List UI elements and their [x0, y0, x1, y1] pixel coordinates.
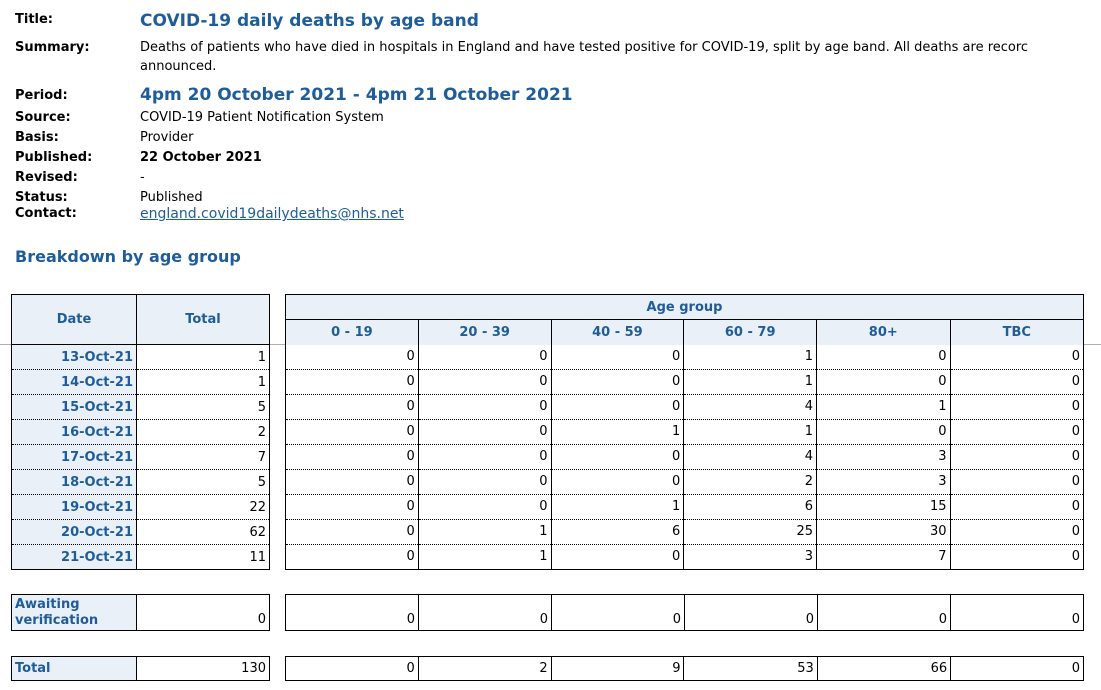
basis-label: Basis: — [15, 130, 59, 145]
date-cell: 20-Oct-21 — [12, 520, 137, 545]
age-band-cell: 25 — [684, 519, 817, 544]
grand-total-band-cell: 0 — [286, 657, 419, 681]
age-band-cell: 0 — [418, 369, 551, 394]
age-band-header: TBC — [950, 320, 1083, 345]
age-band-cell: 0 — [286, 519, 419, 544]
age-band-cell: 0 — [286, 369, 419, 394]
date-cell: 15-Oct-21 — [12, 395, 137, 420]
age-band-cell: 0 — [551, 345, 684, 370]
age-band-cell: 6 — [551, 519, 684, 544]
age-band-cell: 0 — [286, 544, 419, 569]
status-label: Status: — [15, 190, 68, 205]
age-band-cell: 0 — [418, 419, 551, 444]
table-row — [286, 494, 1084, 519]
age-band-cell: 0 — [950, 494, 1083, 519]
age-band-cell: 0 — [551, 394, 684, 419]
date-header: Date — [12, 295, 137, 345]
age-band-cell: 0 — [286, 444, 419, 469]
total-cell: 62 — [137, 520, 270, 545]
basis-value: Provider — [140, 130, 194, 145]
date-cell: 18-Oct-21 — [12, 470, 137, 495]
age-band-cell: 0 — [551, 369, 684, 394]
total-cell: 22 — [137, 495, 270, 520]
grand-total-band-cell: 53 — [684, 657, 817, 681]
period-value: 4pm 20 October 2021 - 4pm 21 October 2021 — [140, 85, 573, 105]
total-cell: 11 — [137, 545, 270, 570]
table-row — [12, 370, 270, 395]
total-cell: 5 — [137, 470, 270, 495]
summary-label: Summary: — [15, 40, 90, 55]
age-band-cell: 0 — [286, 469, 419, 494]
source-value: COVID-19 Patient Notification System — [140, 110, 384, 125]
age-band-cell: 0 — [286, 394, 419, 419]
awaiting-left-table — [11, 594, 270, 631]
date-cell: 16-Oct-21 — [12, 420, 137, 445]
contact-label: Contact: — [15, 206, 77, 221]
age-band-cell: 1 — [684, 369, 817, 394]
age-band-cell: 7 — [817, 544, 950, 569]
age-band-cell: 0 — [950, 345, 1083, 370]
table-row — [286, 544, 1084, 569]
period-label: Period: — [15, 88, 68, 103]
date-cell: 14-Oct-21 — [12, 370, 137, 395]
breakdown-heading: Breakdown by age group — [15, 247, 241, 266]
awaiting-label-line1: Awaiting — [15, 596, 80, 612]
grand-total-value: 130 — [137, 657, 270, 681]
awaiting-total: 0 — [137, 595, 270, 631]
table-row — [12, 345, 270, 370]
total-cell: 7 — [137, 445, 270, 470]
age-band-cell: 3 — [817, 444, 950, 469]
age-band-header: 80+ — [817, 320, 950, 345]
age-band-cell: 0 — [286, 419, 419, 444]
awaiting-label-line2: verification — [15, 612, 99, 628]
awaiting-band-cell: 0 — [685, 595, 818, 631]
grand-total-label: Total — [12, 657, 137, 681]
awaiting-band-cell: 0 — [286, 595, 419, 631]
age-band-cell: 0 — [551, 544, 684, 569]
grand-total-bands-table — [285, 656, 1084, 681]
age-band-cell: 0 — [551, 444, 684, 469]
age-band-cell: 3 — [817, 469, 950, 494]
age-group-table — [285, 294, 1084, 570]
age-band-cell: 1 — [817, 394, 950, 419]
age-band-cell: 0 — [950, 544, 1083, 569]
table-row — [286, 444, 1084, 469]
table-row — [12, 520, 270, 545]
published-value: 22 October 2021 — [140, 150, 262, 165]
date-cell: 19-Oct-21 — [12, 495, 137, 520]
table-row — [12, 545, 270, 570]
age-band-cell: 1 — [684, 419, 817, 444]
age-band-cell: 0 — [286, 494, 419, 519]
grand-total-band-cell: 0 — [951, 657, 1084, 681]
age-band-header: 40 - 59 — [551, 320, 684, 345]
total-cell: 1 — [137, 345, 270, 370]
age-band-header: 20 - 39 — [418, 320, 551, 345]
page-title: COVID-19 daily deaths by age band — [140, 11, 479, 31]
date-cell: 21-Oct-21 — [12, 545, 137, 570]
grand-total-left-table — [11, 656, 270, 681]
age-band-cell: 0 — [950, 419, 1083, 444]
age-band-cell: 0 — [950, 444, 1083, 469]
age-band-cell: 0 — [418, 469, 551, 494]
total-cell: 2 — [137, 420, 270, 445]
age-band-cell: 0 — [950, 519, 1083, 544]
revised-value: - — [140, 170, 145, 185]
date-total-table — [11, 294, 270, 570]
status-value: Published — [140, 190, 203, 205]
age-band-cell: 2 — [684, 469, 817, 494]
age-group-header: Age group — [286, 295, 1084, 320]
table-row — [286, 394, 1084, 419]
grand-total-band-cell: 9 — [551, 657, 684, 681]
published-label: Published: — [15, 150, 93, 165]
table-row — [12, 470, 270, 495]
age-band-cell: 0 — [418, 494, 551, 519]
age-band-cell: 0 — [551, 469, 684, 494]
age-band-cell: 4 — [684, 394, 817, 419]
age-band-cell: 0 — [418, 444, 551, 469]
table-row — [286, 345, 1084, 370]
awaiting-band-cell: 0 — [818, 595, 951, 631]
age-band-cell: 0 — [418, 345, 551, 370]
age-band-header: 0 - 19 — [286, 320, 419, 345]
awaiting-label — [12, 595, 137, 631]
age-band-cell: 3 — [684, 544, 817, 569]
age-band-cell: 0 — [817, 345, 950, 370]
age-band-cell: 15 — [817, 494, 950, 519]
table-row — [12, 395, 270, 420]
awaiting-band-cell: 0 — [552, 595, 685, 631]
total-header: Total — [137, 295, 270, 345]
grand-total-band-cell: 2 — [418, 657, 551, 681]
awaiting-band-cell: 0 — [951, 595, 1084, 631]
age-band-cell: 1 — [551, 494, 684, 519]
contact-email-link[interactable]: england.covid19dailydeaths@nhs.net — [140, 206, 404, 222]
awaiting-band-cell: 0 — [419, 595, 552, 631]
age-band-header: 60 - 79 — [684, 320, 817, 345]
table-row — [286, 469, 1084, 494]
grand-total-band-cell: 66 — [817, 657, 950, 681]
age-band-cell: 0 — [950, 369, 1083, 394]
age-band-cell: 30 — [817, 519, 950, 544]
age-band-cell: 0 — [950, 469, 1083, 494]
table-row — [286, 419, 1084, 444]
date-cell: 13-Oct-21 — [12, 345, 137, 370]
age-band-cell: 6 — [684, 494, 817, 519]
table-row — [286, 369, 1084, 394]
age-band-cell: 1 — [418, 544, 551, 569]
summary-text-line2: announced. — [140, 59, 217, 74]
table-row — [12, 495, 270, 520]
table-row — [12, 420, 270, 445]
age-band-cell: 0 — [950, 394, 1083, 419]
age-band-cell: 0 — [817, 419, 950, 444]
revised-label: Revised: — [15, 170, 78, 185]
source-label: Source: — [15, 110, 71, 125]
date-cell: 17-Oct-21 — [12, 445, 137, 470]
table-row — [12, 445, 270, 470]
age-band-cell: 4 — [684, 444, 817, 469]
total-cell: 1 — [137, 370, 270, 395]
title-label: Title: — [15, 12, 54, 27]
age-band-cell: 0 — [817, 369, 950, 394]
age-band-cell: 0 — [418, 394, 551, 419]
total-cell: 5 — [137, 395, 270, 420]
summary-text-line1: Deaths of patients who have died in hospitals in England and have tested positive for COVID-19, split by age band. All deaths are recorc — [140, 40, 1029, 55]
age-band-cell: 1 — [551, 419, 684, 444]
table-row — [286, 519, 1084, 544]
age-band-cell: 1 — [418, 519, 551, 544]
age-band-cell: 0 — [286, 345, 419, 370]
awaiting-bands-table — [285, 594, 1084, 631]
age-band-cell: 1 — [684, 345, 817, 370]
